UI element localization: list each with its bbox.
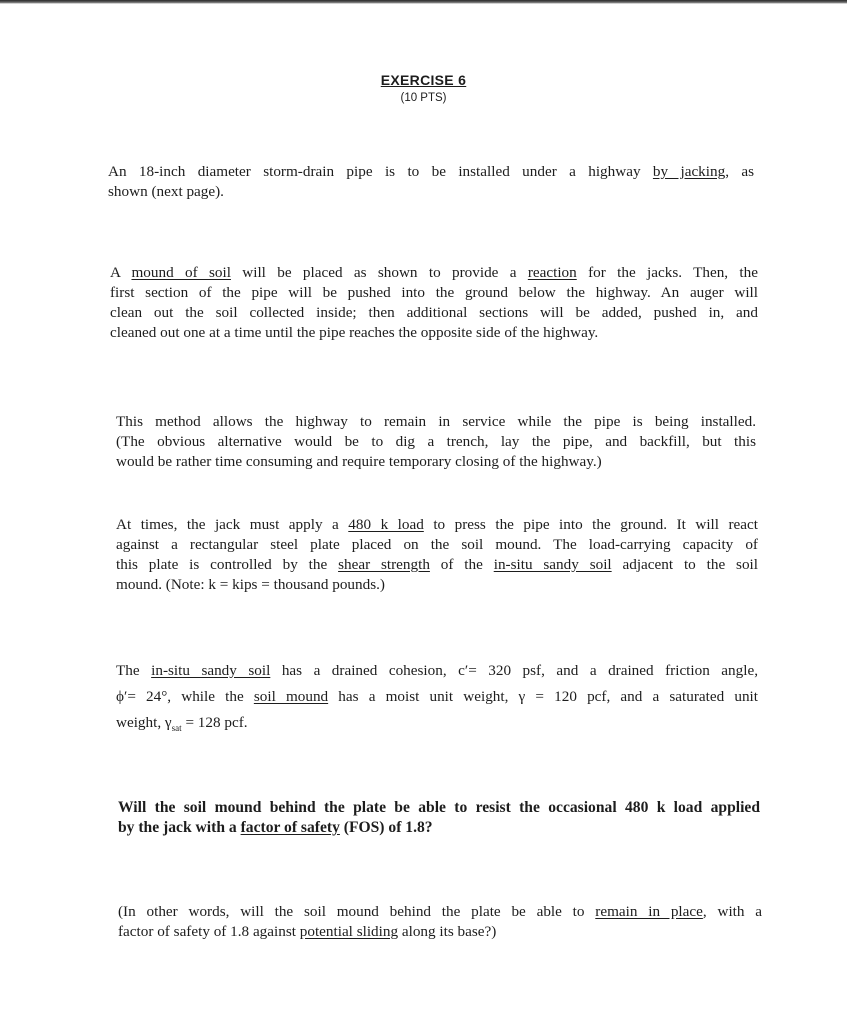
text-run: factor of safety of 1.8 against bbox=[118, 923, 300, 940]
text-run: ϕ′= 24°, while the bbox=[116, 688, 254, 705]
text-line bbox=[110, 263, 758, 283]
underlined-term: in-situ sandy soil bbox=[151, 662, 271, 679]
text-line: Will the soil mound behind the plate be able to resist the occasional 480 k load applied bbox=[118, 799, 760, 816]
text-run: adjacent to the soil bbox=[611, 556, 758, 573]
paragraph-soil-properties bbox=[116, 658, 758, 741]
scan-top-edge bbox=[0, 0, 847, 4]
underlined-term: by jacking bbox=[652, 163, 726, 180]
text-line bbox=[118, 902, 762, 922]
text-run: (FOS) of 1.8? bbox=[339, 819, 433, 836]
text-run: = 128 pcf. bbox=[181, 714, 248, 731]
underlined-term: 480 k load bbox=[348, 516, 424, 533]
underlined-term: reaction bbox=[527, 264, 577, 281]
text-run: for the jacks. Then, the bbox=[576, 264, 758, 281]
text-line bbox=[116, 658, 758, 684]
text-line: would be rather time consuming and require temporary closing of the highway.) bbox=[116, 453, 602, 470]
text-line bbox=[118, 818, 760, 838]
points-label: (10 PTS) bbox=[400, 92, 447, 104]
text-line bbox=[116, 555, 758, 575]
paragraph-method bbox=[110, 263, 758, 343]
subscript-sat: sat bbox=[171, 723, 182, 734]
text-run: has a drained cohesion, c′= 320 psf, and a drained friction angle, bbox=[270, 662, 758, 679]
text-run: will be placed as shown to provide a bbox=[230, 264, 528, 281]
paragraph-alternative bbox=[116, 412, 756, 472]
text-line bbox=[118, 922, 762, 942]
text-run: by the jack with a bbox=[118, 819, 241, 836]
paragraph-question bbox=[118, 798, 760, 838]
text-run: An 18-inch diameter storm-drain pipe is to be installed under a highway bbox=[108, 163, 653, 180]
exercise-title: EXERCISE 6 bbox=[380, 72, 467, 88]
text-line bbox=[116, 684, 758, 710]
underlined-term: shear strength bbox=[338, 556, 430, 573]
text-run: A bbox=[110, 264, 132, 281]
text-line bbox=[116, 515, 758, 535]
text-line: mound. (Note: k = kips = thousand pounds.) bbox=[116, 576, 385, 593]
text-line: shown (next page). bbox=[108, 183, 224, 200]
text-run: to press the pipe into the ground. It will react bbox=[423, 516, 758, 533]
text-line: (The obvious alternative would be to dig a trench, lay the pipe, and backfill, but this bbox=[116, 433, 756, 450]
text-line: cleaned out one at a time until the pipe reaches the opposite side of the highway. bbox=[110, 324, 599, 341]
text-line: against a rectangular steel plate placed on the soil mound. The load-carrying capacity of bbox=[116, 536, 758, 553]
underlined-term: factor of safety bbox=[240, 819, 340, 836]
text-run: At times, the jack must apply a bbox=[116, 516, 349, 533]
paragraph-restatement bbox=[118, 902, 762, 942]
underlined-term: soil mound bbox=[253, 688, 329, 705]
text-line: This method allows the highway to remain in service while the pipe is being installed. bbox=[116, 413, 756, 430]
text-line bbox=[116, 710, 758, 741]
text-line bbox=[108, 162, 754, 182]
paragraph-intro bbox=[108, 162, 754, 202]
text-run: weight, γ bbox=[116, 714, 172, 731]
text-run: , with a bbox=[702, 903, 763, 920]
text-run: this plate is controlled by the bbox=[116, 556, 339, 573]
text-run: of the bbox=[429, 556, 494, 573]
text-run: , as bbox=[725, 163, 755, 180]
text-run: has a moist unit weight, γ = 120 pcf, and a saturated unit bbox=[328, 688, 758, 705]
text-run: The bbox=[116, 662, 152, 679]
text-run: along its base?) bbox=[398, 923, 497, 940]
underlined-term: in-situ sandy soil bbox=[493, 556, 612, 573]
underlined-term: mound of soil bbox=[131, 264, 231, 281]
underlined-term: potential sliding bbox=[299, 923, 399, 940]
text-line: first section of the pipe will be pushed into the ground below the highway. An auger will bbox=[110, 284, 758, 301]
paragraph-load bbox=[116, 515, 758, 595]
underlined-term: remain in place bbox=[595, 903, 703, 920]
text-run: (In other words, will the soil mound behind the plate be able to bbox=[118, 903, 596, 920]
text-line: clean out the soil collected inside; then additional sections will be added, pushed in, and bbox=[110, 304, 758, 321]
